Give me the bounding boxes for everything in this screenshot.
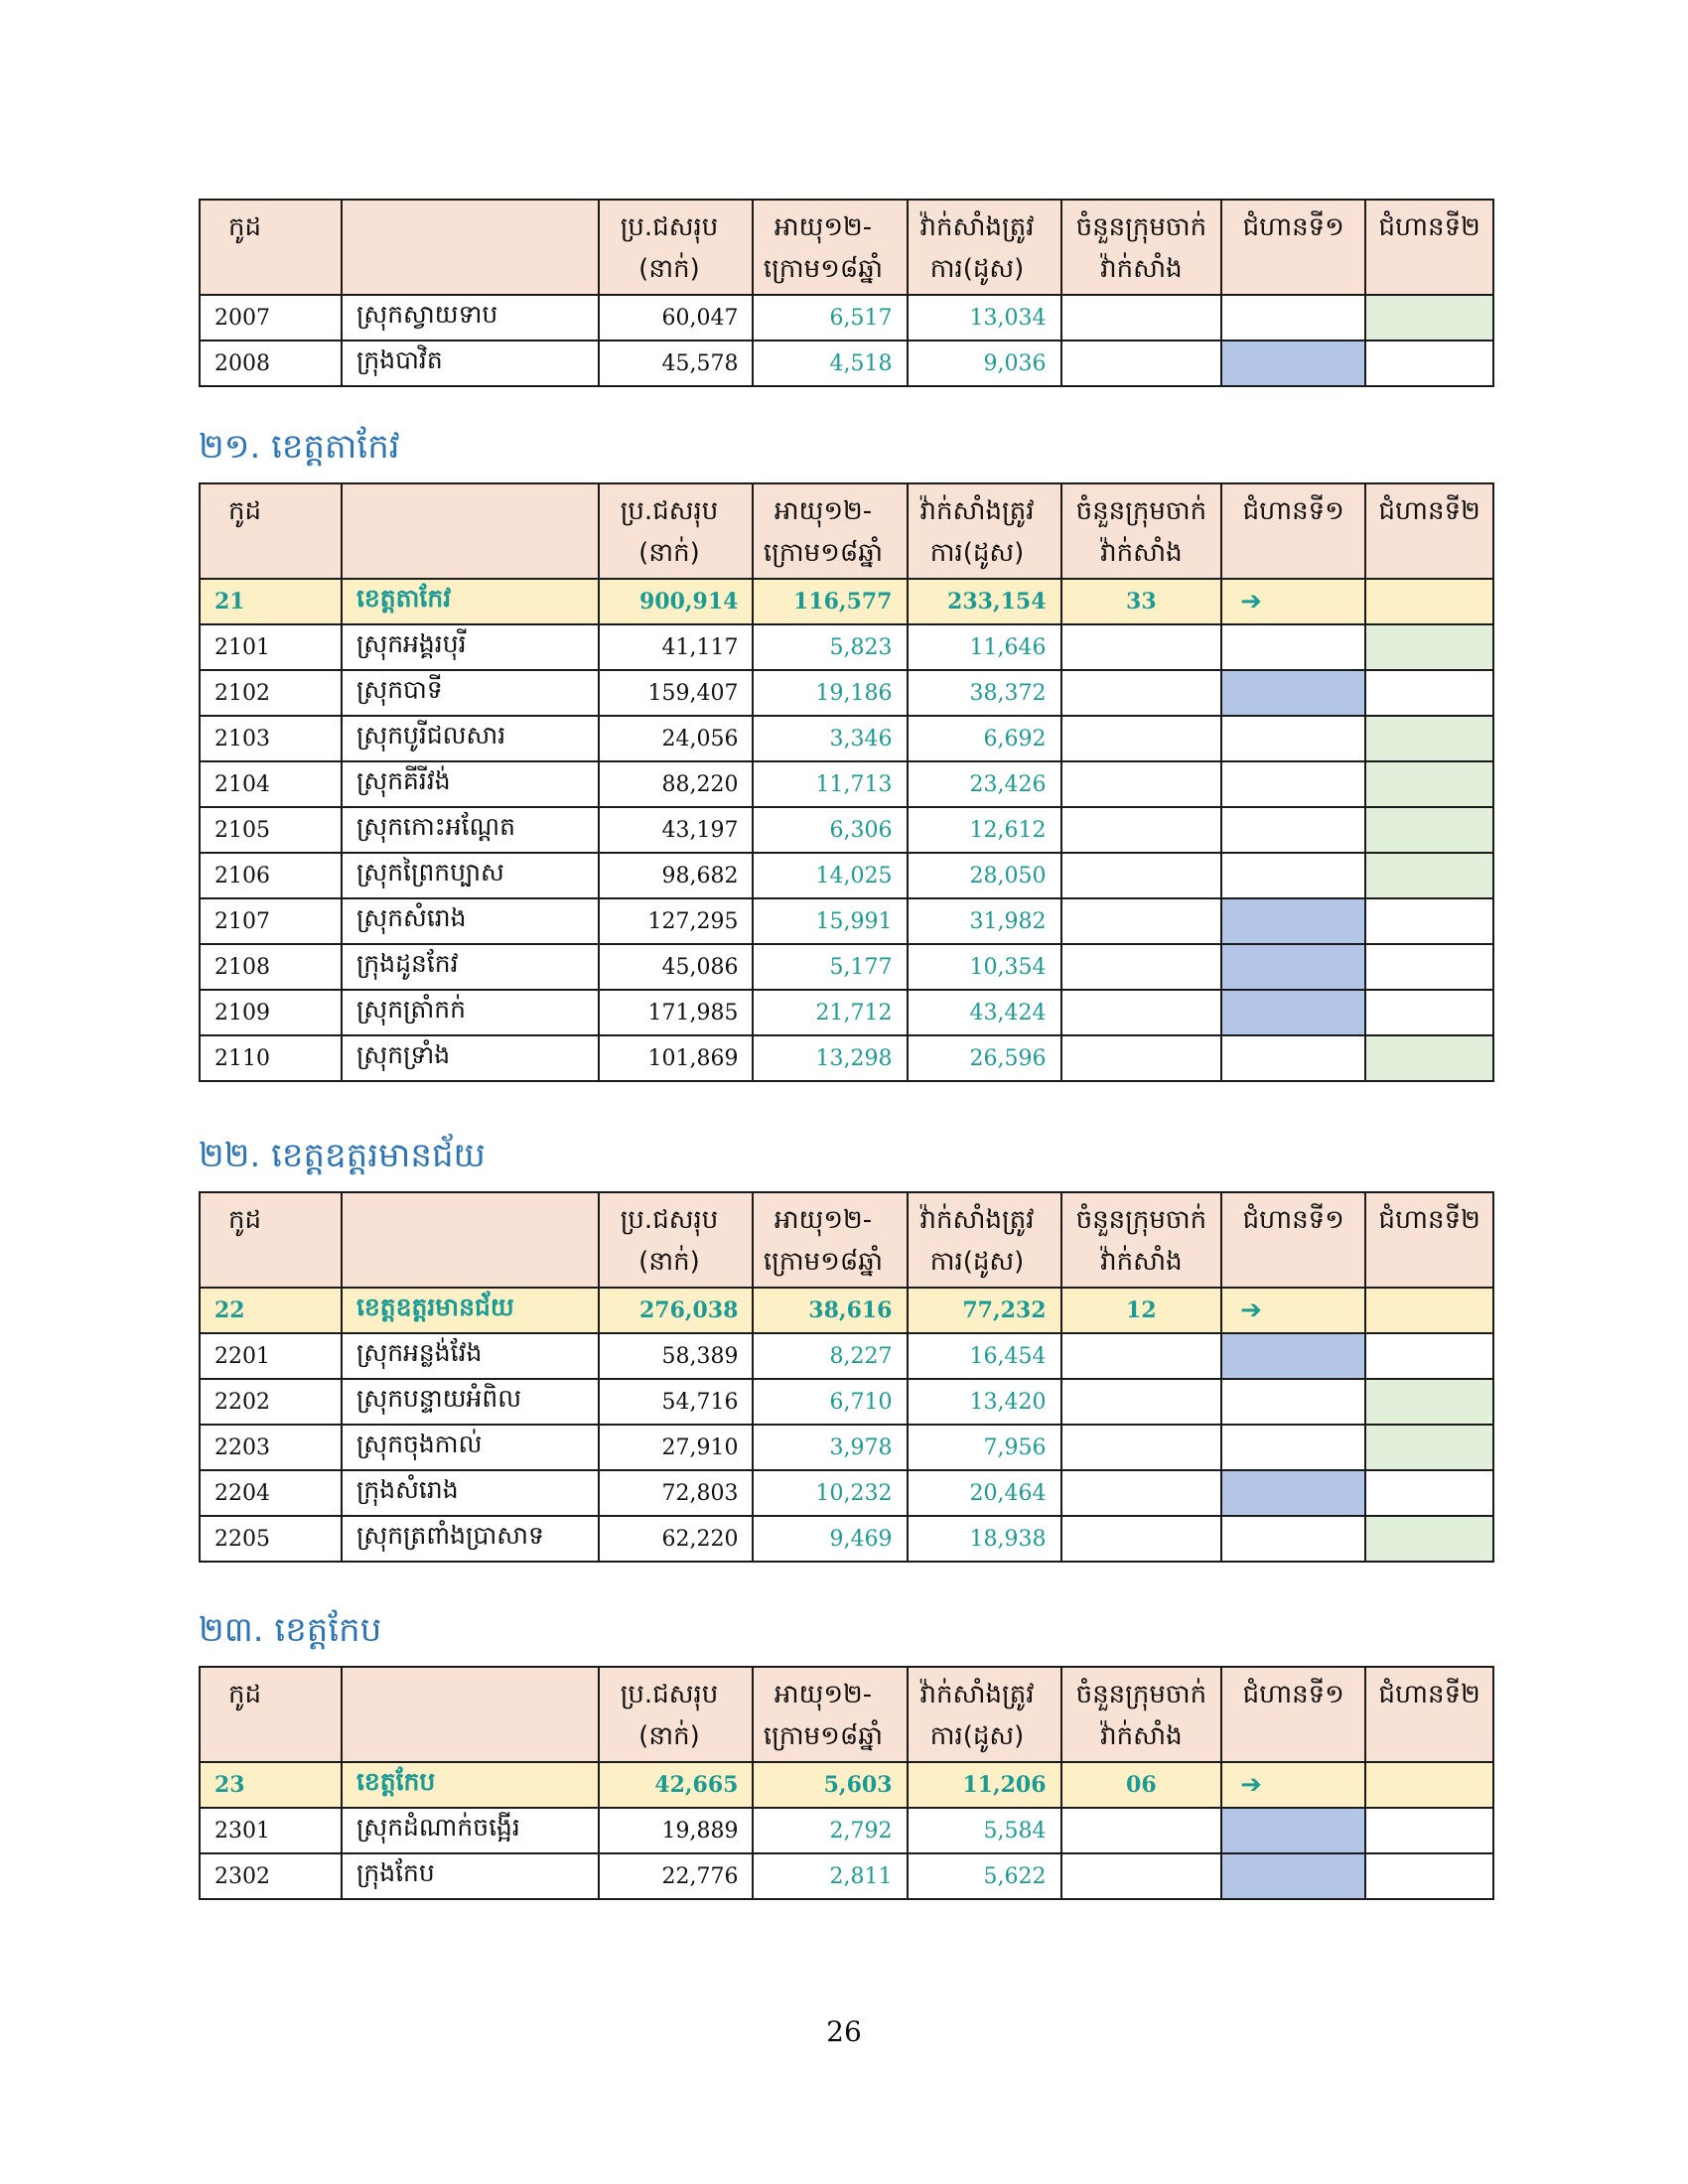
row-vaccine-doses: 20,464 <box>908 1470 1061 1516</box>
province-summary-row <box>200 1288 1493 1333</box>
row-round-1-marker <box>1221 761 1365 807</box>
row-age-group: 2,792 <box>753 1808 907 1853</box>
row-name: ស្រុកបូរីជលសារ <box>342 716 600 761</box>
row-vaccine-doses: 5,622 <box>908 1853 1061 1899</box>
row-age-group: 15,991 <box>753 898 907 944</box>
district-row <box>200 295 1493 341</box>
row-vaccination-teams: 06 <box>1061 1762 1222 1808</box>
header-round-2: ជំហានទី២ <box>1365 1667 1493 1762</box>
district-row <box>200 670 1493 716</box>
row-name: ស្រុកបាទី <box>342 670 600 716</box>
row-vaccination-teams <box>1061 1379 1222 1425</box>
row-code: 2101 <box>200 624 342 670</box>
row-name: ស្រុកអង្គរបុរី <box>342 624 600 670</box>
row-round-2-marker <box>1365 761 1493 807</box>
row-vaccine-doses: 11,206 <box>908 1762 1061 1808</box>
row-vaccine-doses: 26,596 <box>908 1035 1061 1081</box>
district-row <box>200 1808 1493 1853</box>
district-row <box>200 761 1493 807</box>
row-vaccination-teams <box>1061 944 1222 990</box>
row-code: 2108 <box>200 944 342 990</box>
row-vaccine-doses: 12,612 <box>908 807 1061 853</box>
district-row <box>200 1853 1493 1899</box>
row-round-1-marker <box>1221 1516 1365 1562</box>
row-vaccination-teams <box>1061 990 1222 1035</box>
district-row <box>200 1379 1493 1425</box>
row-code: 2302 <box>200 1853 342 1899</box>
row-name: ស្រុកអន្លង់វែង <box>342 1333 600 1379</box>
row-round-1-marker <box>1221 1035 1365 1081</box>
header-vaccine-doses: វ៉ាក់សាំងត្រូវការ(ដូស) <box>908 483 1061 579</box>
header-round-1: ជំហានទី១ <box>1221 1667 1365 1762</box>
row-round-1-marker <box>1221 1853 1365 1899</box>
row-code: 2007 <box>200 295 342 341</box>
row-round-1-marker <box>1221 1333 1365 1379</box>
row-population: 19,889 <box>599 1808 753 1853</box>
row-round-2-marker <box>1365 1035 1493 1081</box>
row-population: 41,117 <box>599 624 753 670</box>
row-round-2-marker <box>1365 898 1493 944</box>
row-code: 2107 <box>200 898 342 944</box>
row-population: 98,682 <box>599 853 753 898</box>
row-vaccination-teams: 12 <box>1061 1288 1222 1333</box>
row-age-group: 38,616 <box>753 1288 907 1333</box>
row-name: ស្រុកត្រាំកក់ <box>342 990 600 1035</box>
row-vaccination-teams <box>1061 1470 1222 1516</box>
row-code: 2202 <box>200 1379 342 1425</box>
header-vaccine-doses: វ៉ាក់សាំងត្រូវការ(ដូស) <box>908 1192 1061 1288</box>
row-vaccine-doses: 77,232 <box>908 1288 1061 1333</box>
header-name <box>342 483 600 579</box>
header-name <box>342 1667 600 1762</box>
row-population: 54,716 <box>599 1379 753 1425</box>
row-vaccination-teams <box>1061 898 1222 944</box>
row-round-2-marker <box>1365 1425 1493 1470</box>
row-name: ក្រុងកែប <box>342 1853 600 1899</box>
district-row <box>200 853 1493 898</box>
row-round-2-marker <box>1365 1808 1493 1853</box>
row-population: 42,665 <box>599 1762 753 1808</box>
row-age-group: 5,823 <box>753 624 907 670</box>
row-name: ស្រុកដំណាក់ចង្អើរ <box>342 1808 600 1853</box>
table-header-row <box>200 200 1493 295</box>
row-code: 2109 <box>200 990 342 1035</box>
header-name <box>342 200 600 295</box>
header-code: កូដ <box>200 1192 342 1288</box>
row-round-1-marker <box>1221 341 1365 386</box>
table-body <box>200 579 1493 1081</box>
header-round-2: ជំហានទី២ <box>1365 483 1493 579</box>
row-code: 22 <box>200 1288 342 1333</box>
header-vaccine-doses: វ៉ាក់សាំងត្រូវការ(ដូស) <box>908 200 1061 295</box>
row-round-2-marker <box>1365 624 1493 670</box>
header-population: ប្រ.ជសរុប (នាក់) <box>599 1667 753 1762</box>
province-summary-row <box>200 579 1493 624</box>
row-code: 2301 <box>200 1808 342 1853</box>
row-population: 171,985 <box>599 990 753 1035</box>
row-name: ស្រុកចុងកាល់ <box>342 1425 600 1470</box>
row-vaccine-doses: 28,050 <box>908 853 1061 898</box>
row-vaccine-doses: 7,956 <box>908 1425 1061 1470</box>
table-section-23 <box>199 1666 1494 1900</box>
row-round-1-marker <box>1221 716 1365 761</box>
row-round-2 <box>1365 579 1493 624</box>
row-vaccination-teams <box>1061 624 1222 670</box>
district-row <box>200 1035 1493 1081</box>
row-age-group: 6,306 <box>753 807 907 853</box>
row-round-1-marker <box>1221 990 1365 1035</box>
row-name: ខេត្តតាកែវ <box>342 579 600 624</box>
row-round-1-marker <box>1221 295 1365 341</box>
header-round-1: ជំហានទី១ <box>1221 200 1365 295</box>
district-row <box>200 624 1493 670</box>
row-vaccine-doses: 13,034 <box>908 295 1061 341</box>
row-name: ស្រុកគីរីវង់ <box>342 761 600 807</box>
row-code: 2201 <box>200 1333 342 1379</box>
table-body <box>200 1762 1493 1899</box>
row-code: 2102 <box>200 670 342 716</box>
row-population: 276,038 <box>599 1288 753 1333</box>
row-round-1-marker <box>1221 670 1365 716</box>
row-age-group: 116,577 <box>753 579 907 624</box>
row-age-group: 2,811 <box>753 1853 907 1899</box>
district-row <box>200 716 1493 761</box>
row-code: 2103 <box>200 716 342 761</box>
table-header-row <box>200 1192 1493 1288</box>
row-name: ស្រុកត្រពាំងប្រាសាទ <box>342 1516 600 1562</box>
header-vaccination-teams: ចំនួនក្រុមចាក់វ៉ាក់សាំង <box>1061 200 1222 295</box>
row-vaccine-doses: 23,426 <box>908 761 1061 807</box>
row-vaccination-teams <box>1061 1035 1222 1081</box>
header-vaccination-teams: ចំនួនក្រុមចាក់វ៉ាក់សាំង <box>1061 1192 1222 1288</box>
row-name: ខេត្តកែប <box>342 1762 600 1808</box>
row-name: ស្រុកសំរោង <box>342 898 600 944</box>
row-vaccination-teams: 33 <box>1061 579 1222 624</box>
table-section-20-continued <box>199 199 1494 387</box>
row-population: 88,220 <box>599 761 753 807</box>
row-round-2 <box>1365 1288 1493 1333</box>
row-round-1-marker <box>1221 1425 1365 1470</box>
row-population: 60,047 <box>599 295 753 341</box>
row-name: ស្រុកស្វាយទាប <box>342 295 600 341</box>
row-name: ស្រុកបន្ទាយអំពិល <box>342 1379 600 1425</box>
row-code: 2203 <box>200 1425 342 1470</box>
header-name <box>342 1192 600 1288</box>
row-vaccine-doses: 6,692 <box>908 716 1061 761</box>
row-name: ក្រុងសំរោង <box>342 1470 600 1516</box>
row-vaccine-doses: 13,420 <box>908 1379 1061 1425</box>
row-age-group: 13,298 <box>753 1035 907 1081</box>
row-vaccination-teams <box>1061 1425 1222 1470</box>
row-name: ក្រុងបាវិត <box>342 341 600 386</box>
header-age-group: អាយុ១២-ក្រោម១៨ឆ្នាំ <box>753 200 907 295</box>
row-vaccine-doses: 43,424 <box>908 990 1061 1035</box>
row-name: ក្រុងដូនកែវ <box>342 944 600 990</box>
row-round-1-marker <box>1221 898 1365 944</box>
row-vaccine-doses: 233,154 <box>908 579 1061 624</box>
header-population: ប្រ.ជសរុប (នាក់) <box>599 483 753 579</box>
province-summary-row <box>200 1762 1493 1808</box>
row-vaccination-teams <box>1061 853 1222 898</box>
district-row <box>200 1425 1493 1470</box>
row-vaccine-doses: 31,982 <box>908 898 1061 944</box>
row-age-group: 21,712 <box>753 990 907 1035</box>
row-round-2 <box>1365 1762 1493 1808</box>
row-age-group: 14,025 <box>753 853 907 898</box>
row-vaccine-doses: 5,584 <box>908 1808 1061 1853</box>
row-vaccine-doses: 16,454 <box>908 1333 1061 1379</box>
row-population: 45,578 <box>599 341 753 386</box>
district-row <box>200 1333 1493 1379</box>
row-round-2-marker <box>1365 807 1493 853</box>
table-section-21 <box>199 482 1494 1082</box>
header-round-2: ជំហានទី២ <box>1365 1192 1493 1288</box>
row-name: ខេត្តឧត្តរមានជ័យ <box>342 1288 600 1333</box>
header-vaccination-teams: ចំនួនក្រុមចាក់វ៉ាក់សាំង <box>1061 483 1222 579</box>
row-age-group: 6,710 <box>753 1379 907 1425</box>
row-vaccination-teams <box>1061 1853 1222 1899</box>
row-vaccination-teams <box>1061 1516 1222 1562</box>
section-heading-takeo: ២១. ខេត្តតាកែវ <box>199 427 400 467</box>
district-row <box>200 990 1493 1035</box>
row-name: ស្រុកព្រៃកប្បាស <box>342 853 600 898</box>
district-row <box>200 341 1493 386</box>
row-population: 24,056 <box>599 716 753 761</box>
header-round-1: ជំហានទី១ <box>1221 1192 1365 1288</box>
header-age-group: អាយុ១២-ក្រោម១៨ឆ្នាំ <box>753 1667 907 1762</box>
row-population: 45,086 <box>599 944 753 990</box>
table-body <box>200 1288 1493 1562</box>
row-round-2-marker <box>1365 990 1493 1035</box>
row-age-group: 4,518 <box>753 341 907 386</box>
row-round-2-marker <box>1365 853 1493 898</box>
row-population: 43,197 <box>599 807 753 853</box>
district-row <box>200 944 1493 990</box>
row-name: ស្រុកកោះអណ្តែត <box>342 807 600 853</box>
district-row <box>200 1470 1493 1516</box>
district-row <box>200 898 1493 944</box>
arrow-right-icon: ➔ <box>1221 579 1365 624</box>
header-code: កូដ <box>200 483 342 579</box>
header-vaccination-teams: ចំនួនក្រុមចាក់វ៉ាក់សាំង <box>1061 1667 1222 1762</box>
row-name: ស្រុកទ្រាំង <box>342 1035 600 1081</box>
row-code: 2110 <box>200 1035 342 1081</box>
arrow-right-icon: ➔ <box>1221 1288 1365 1333</box>
row-round-1-marker <box>1221 944 1365 990</box>
row-age-group: 19,186 <box>753 670 907 716</box>
row-age-group: 11,713 <box>753 761 907 807</box>
district-row <box>200 1516 1493 1562</box>
row-age-group: 3,978 <box>753 1425 907 1470</box>
section-heading-kep: ២៣. ខេត្តកែប <box>199 1610 382 1650</box>
row-population: 58,389 <box>599 1333 753 1379</box>
row-round-2-marker <box>1365 1333 1493 1379</box>
row-round-1-marker <box>1221 807 1365 853</box>
row-population: 127,295 <box>599 898 753 944</box>
row-vaccination-teams <box>1061 670 1222 716</box>
row-age-group: 5,603 <box>753 1762 907 1808</box>
row-vaccination-teams <box>1061 1333 1222 1379</box>
section-heading-oddar-meanchey: ២២. ខេត្តឧត្តរមានជ័យ <box>199 1136 486 1175</box>
row-round-2-marker <box>1365 1379 1493 1425</box>
row-population: 62,220 <box>599 1516 753 1562</box>
row-age-group: 3,346 <box>753 716 907 761</box>
row-round-2-marker <box>1365 341 1493 386</box>
row-code: 2204 <box>200 1470 342 1516</box>
row-vaccination-teams <box>1061 341 1222 386</box>
row-vaccination-teams <box>1061 295 1222 341</box>
header-code: កូដ <box>200 200 342 295</box>
row-vaccination-teams <box>1061 807 1222 853</box>
row-code: 23 <box>200 1762 342 1808</box>
row-round-2-marker <box>1365 944 1493 990</box>
row-age-group: 10,232 <box>753 1470 907 1516</box>
row-code: 2105 <box>200 807 342 853</box>
row-vaccine-doses: 11,646 <box>908 624 1061 670</box>
row-code: 2104 <box>200 761 342 807</box>
table-header-row <box>200 483 1493 579</box>
row-population: 72,803 <box>599 1470 753 1516</box>
header-population: ប្រ.ជសរុប (នាក់) <box>599 200 753 295</box>
row-round-2-marker <box>1365 1516 1493 1562</box>
header-vaccine-doses: វ៉ាក់សាំងត្រូវការ(ដូស) <box>908 1667 1061 1762</box>
row-code: 2008 <box>200 341 342 386</box>
row-population: 27,910 <box>599 1425 753 1470</box>
row-round-1-marker <box>1221 1470 1365 1516</box>
row-vaccination-teams <box>1061 761 1222 807</box>
row-round-2-marker <box>1365 716 1493 761</box>
row-round-2-marker <box>1365 1853 1493 1899</box>
row-vaccine-doses: 10,354 <box>908 944 1061 990</box>
row-population: 101,869 <box>599 1035 753 1081</box>
header-age-group: អាយុ១២-ក្រោម១៨ឆ្នាំ <box>753 483 907 579</box>
arrow-right-icon: ➔ <box>1221 1762 1365 1808</box>
page-number: 26 <box>826 2015 862 2048</box>
row-round-2-marker <box>1365 1470 1493 1516</box>
header-population: ប្រ.ជសរុប (នាក់) <box>599 1192 753 1288</box>
row-population: 159,407 <box>599 670 753 716</box>
header-code: កូដ <box>200 1667 342 1762</box>
row-vaccination-teams <box>1061 716 1222 761</box>
header-round-2: ជំហានទី២ <box>1365 200 1493 295</box>
row-code: 2205 <box>200 1516 342 1562</box>
row-population: 900,914 <box>599 579 753 624</box>
table-body <box>200 295 1493 386</box>
table-header-row <box>200 1667 1493 1762</box>
table-section-22 <box>199 1191 1494 1563</box>
row-round-2-marker <box>1365 670 1493 716</box>
row-vaccine-doses: 9,036 <box>908 341 1061 386</box>
row-code: 21 <box>200 579 342 624</box>
row-round-1-marker <box>1221 1808 1365 1853</box>
row-population: 22,776 <box>599 1853 753 1899</box>
row-vaccine-doses: 18,938 <box>908 1516 1061 1562</box>
row-vaccination-teams <box>1061 1808 1222 1853</box>
header-age-group: អាយុ១២-ក្រោម១៨ឆ្នាំ <box>753 1192 907 1288</box>
row-age-group: 5,177 <box>753 944 907 990</box>
row-round-1-marker <box>1221 1379 1365 1425</box>
row-code: 2106 <box>200 853 342 898</box>
row-round-1-marker <box>1221 624 1365 670</box>
row-round-1-marker <box>1221 853 1365 898</box>
row-age-group: 9,469 <box>753 1516 907 1562</box>
row-age-group: 6,517 <box>753 295 907 341</box>
row-age-group: 8,227 <box>753 1333 907 1379</box>
header-round-1: ជំហានទី១ <box>1221 483 1365 579</box>
row-round-2-marker <box>1365 295 1493 341</box>
district-row <box>200 807 1493 853</box>
row-vaccine-doses: 38,372 <box>908 670 1061 716</box>
